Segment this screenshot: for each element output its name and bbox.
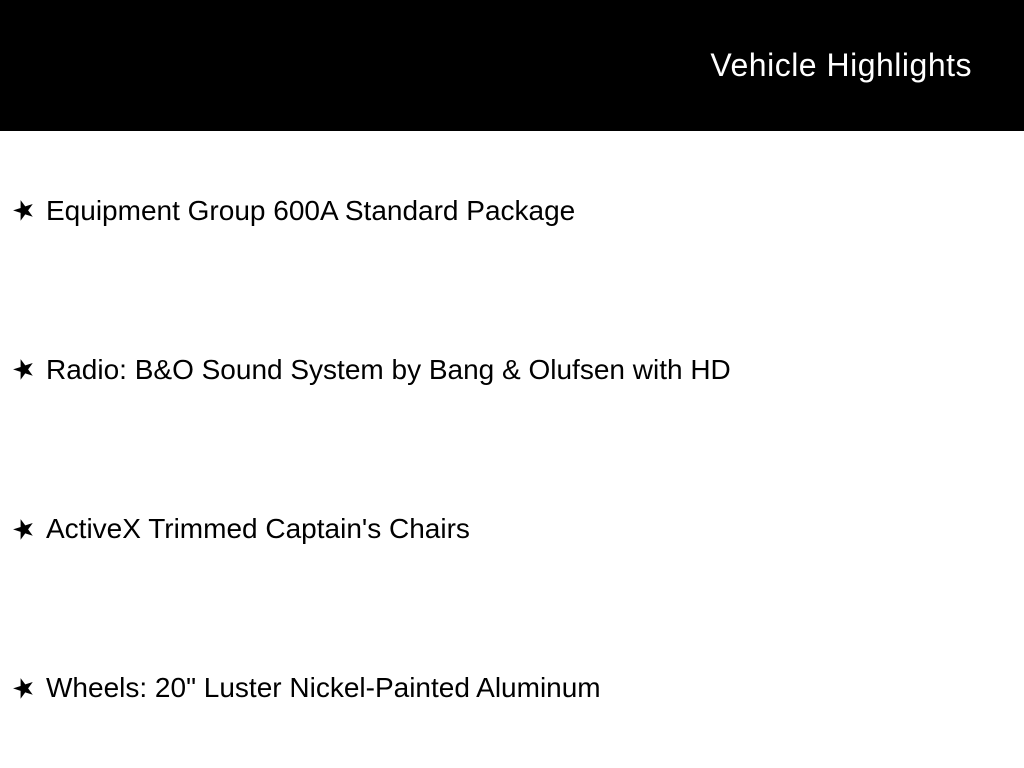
star-icon: ★ [7,351,40,388]
highlights-list [0,131,1024,768]
star-icon: ★ [7,669,40,706]
star-icon: ★ [7,510,40,547]
highlight-label: Equipment Group 600A Standard Package [46,194,576,226]
highlight-item [0,609,1024,768]
page-title: Vehicle Highlights [710,47,972,83]
highlight-item [0,290,1024,449]
highlight-label: ActiveX Trimmed Captain's Chairs [46,513,470,545]
highlight-label: Radio: B&O Sound System by Bang & Olufsen with HD [46,353,731,385]
highlight-item [0,450,1024,609]
page-header [0,0,1024,131]
star-icon: ★ [7,192,40,229]
highlight-item [0,131,1024,290]
highlight-label: Wheels: 20" Luster Nickel-Painted Aluminum [46,672,601,704]
